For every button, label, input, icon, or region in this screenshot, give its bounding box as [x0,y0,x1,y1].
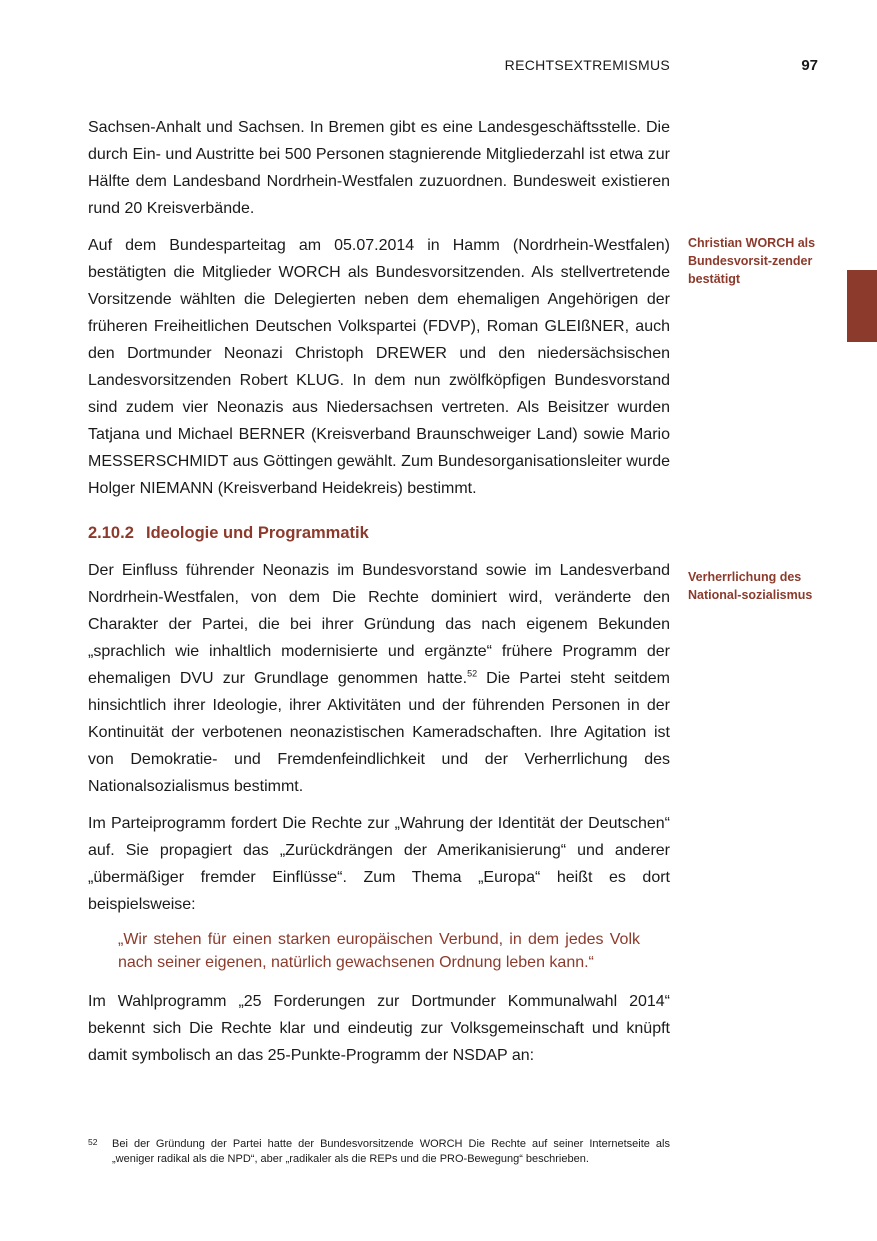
paragraph-ideology-part1: Der Einfluss führender Neonazis im Bundesvorstand sowie im Landesverband Nordrhein-Westfalen, von dem Die Rechte dominiert wird, veränderte den Charakter der Partei, die bei ihrer Gründung das nach eigenem Bekunden „sprachlich wie inhaltlich modernisierte und ergänzte“ frühere Programm der ehemaligen DVU zur Grundlage genommen hatte. [88,562,670,687]
paragraph-membership: Sachsen-Anhalt und Sachsen. In Bremen gibt es eine Landesgeschäftsstelle. Die durch Ein- und Austritte bei 500 Personen stagnierende Mitgliederzahl ist etwa zur Hälfte dem Landesband Nordrhein-Westfalen zuzuordnen. Bundesweit existieren rund 20 Kreisverbände. [88,119,670,217]
footnote [88,1137,670,1167]
paragraph-election-program: Im Wahlprogramm „25 Forderungen zur Dortmunder Kommunalwahl 2014“ bekennt sich Die Rechte klar und eindeutig zur Volksgemeinschaft und knüpft damit symbolisch an das 25-Punkte-Programm der NSDAP an: [88,993,670,1064]
running-header: RECHTSEXTREMISMUS [504,57,670,73]
footnote-reference[interactable]: 52 [467,668,478,679]
footnote-text: Bei der Gründung der Partei hatte der Bundesvorsitzende WORCH Die Rechte auf seiner Internetseite als „weniger radikal als die NPD“, aber „radikaler als die REPs und die PRO-Bewegung“ beschrieben. [112,1138,670,1165]
footnote-number: 52 [88,1137,98,1147]
paragraph-party-congress: Auf dem Bundesparteitag am 05.07.2014 in Hamm (Nordrhein-Westfalen) bestätigten die Mitglieder WORCH als Bundesvorsitzenden. Als stellvertretende Vorsitzende wählten die Delegierten neben dem ehemaligen Angehörigen der früheren Freiheitlichen Deutschen Volkspartei (FDVP), Roman GLEIßNER, auch den Dortmunder Neonazi Christoph DREWER und den niedersächsischen Landesvorsitzenden Robert KLUG. In dem nun zwölfköpfigen Bundesvorstand sind zudem vier Neonazis aus Niedersachsen vertreten. Als Beisitzer wurden Tatjana und Michael BERNER (Kreisverband Braunschweiger Land) sowie Mario MESSERSCHMIDT aus Göttingen gewählt. Zum Bundesorganisationsleiter wurde Holger NIEMANN (Kreisverband Heidekreis) bestimmt. [88,237,670,497]
margin-note-worch: Christian WORCH als Bundesvorsit-zender bestätigt [688,236,816,286]
paragraph-party-program: Im Parteiprogramm fordert Die Rechte zur „Wahrung der Identität der Deutschen“ auf. Sie propagiert das „Zurückdrängen der Amerikanisierung“ und anderer „übermäßiger fremder Einflüsse“. Zum Thema „Europa“ heißt es dort beispielsweise: [88,815,670,913]
chapter-tab-marker [847,270,877,342]
page-number: 97 [801,57,818,74]
block-quote: „Wir stehen für einen starken europäischen Verbund, in dem jedes Volk nach seiner eigenen, natürlich gewachsenen Ordnung leben kann.“ [118,931,640,971]
paragraph-ideology [88,557,670,800]
section-number: 2.10.2 [88,524,134,542]
margin-note-verherrlichung: Verherrlichung des National-sozialismus [688,570,813,602]
main-text-column [88,114,670,1079]
paragraph-ideology-part2: Die Partei steht seitdem hinsichtlich ihrer Ideologie, ihrer Aktivitäten und der führenden Personen in der Kontinuität der verbotenen neonazistischen Kameradschaften. Ihre Agitation ist von Demokratie- und Fremdenfeindlichkeit und der Verherrlichung des Nationalsozialismus bestimmt. [88,670,671,795]
section-title: Ideologie und Programmatik [146,524,369,542]
section-heading [88,520,670,547]
